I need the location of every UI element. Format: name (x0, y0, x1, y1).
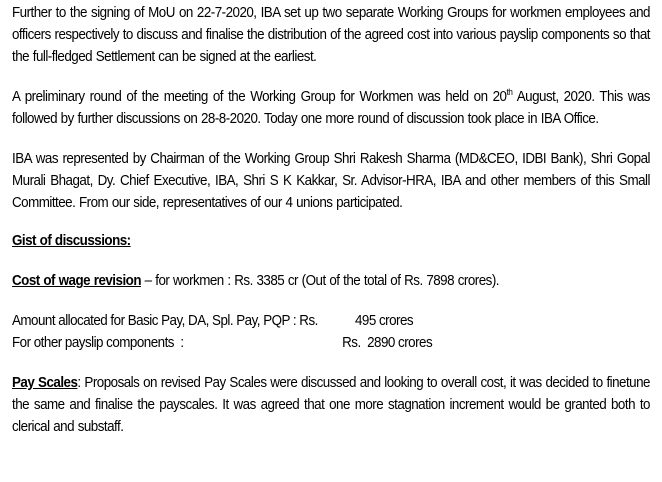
gist-heading (12, 230, 650, 252)
allocation-value: Rs. 2890 crores (342, 335, 433, 351)
paragraph-pay-scales (12, 372, 650, 438)
paragraph-text: IBA was represented by Chairman of the Working Group Shri Rakesh Sharma (MD&CEO, IDBI Bank), Shri Gopal Murali Bhagat, Dy. Chief Executive, IBA, Shri S K Kakkar, Sr. Advisor-HRA, IBA and other members of this Small Committee. From our side, representatives of our 4 unions participated. (12, 151, 650, 211)
allocation-label: Amount allocated for Basic Pay, DA, Spl. Pay, PQP : Rs. (12, 313, 318, 329)
document-body (12, 2, 650, 438)
payscales-text: : Proposals on revised Pay Scales were discussed and looking to overall cost, it was decided to finetune the same and finalise the payscales. It was agreed that one more stagnation increment would be granted both to clerical and substaff. (12, 375, 650, 435)
gist-heading-text: Gist of discussions: (12, 233, 131, 249)
ordinal-superscript: th (506, 87, 513, 98)
cost-label: Cost of wage revision (12, 273, 141, 289)
allocation-value: 495 crores (342, 313, 414, 329)
paragraph-mou-working-groups (12, 2, 650, 68)
paragraph-text: Further to the signing of MoU on 22-7-2020, IBA set up two separate Working Groups for workmen employees and officers respectively to discuss and finalise the distribution of the agreed cost into various payslip components so that the full-fledged Settlement can be signed at the earliest. (12, 5, 650, 65)
cost-of-wage-revision (12, 270, 650, 292)
allocation-label: For other payslip components : (12, 335, 184, 351)
allocation-row-basic-pay (12, 310, 650, 332)
payscales-label: Pay Scales (12, 375, 78, 391)
paragraph-text-end: August, 2020. This was followed by further discussions on 28-8-2020. Today one more round of discussion took place in IBA Office. (12, 89, 650, 127)
paragraph-iba-representation (12, 148, 650, 214)
paragraph-text-start: A preliminary round of the meeting of the Working Group for Workmen was held on 20 (12, 89, 507, 105)
cost-text: – for workmen : Rs. 3385 cr (Out of the total of Rs. 7898 crores). (140, 273, 499, 289)
paragraph-preliminary-meeting (12, 86, 650, 130)
allocation-row-other (12, 332, 650, 354)
